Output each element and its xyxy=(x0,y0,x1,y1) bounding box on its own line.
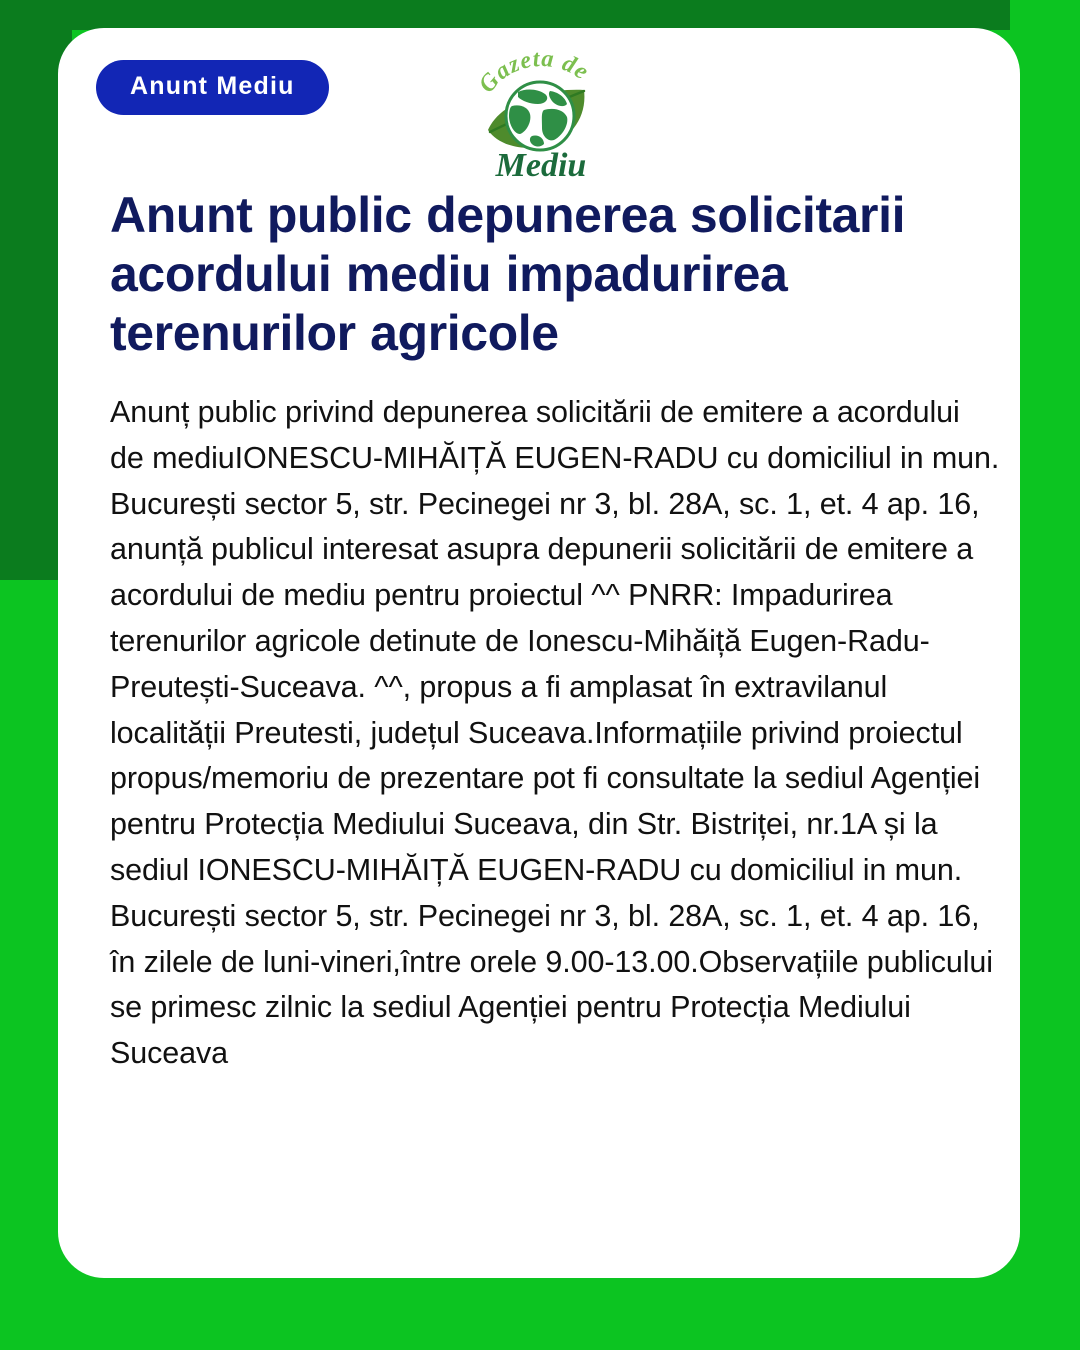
article-body: Anunț public privind depunerea solicitării de emitere a acordului de mediuIONESCU-MIHĂIȚĂ EUGEN-RADU cu domiciliul in mun. București sector 5, str. Pecinegei nr 3, bl. 28A, sc. 1, et. 4 ap. 16, anunță publicul interesat asupra depunerii solicitării de emitere a acordului de mediu pentru proiectul ^^ PNRR: Impadurirea terenurilor agricole detinute de Ionescu-Mihăiță Eugen-Radu-Preutești-Suceava. ^^, propus a fi amplasat în extravilanul localității Preutesti, județul Suceava.Informațiile privind proiectul propus/memoriu de prezentare pot fi consultate la sediul Agenției pentru Protecția Mediului Suceava, din Str. Bistriței, nr.1A și la sediul IONESCU-MIHĂIȚĂ EUGEN-RADU cu domiciliul in mun. București sector 5, str. Pecinegei nr 3, bl. 28A, sc. 1, et. 4 ap. 16, în zilele de luni-vineri,între orele 9.00-13.00.Observațiile publicului se primesc zilnic la sediul Agenției pentru Protecția Mediului Suceava xyxy=(110,395,1000,1071)
gazeta-de-mediu-logo xyxy=(466,44,616,184)
card-header xyxy=(58,28,1020,184)
globe-shape xyxy=(505,81,575,151)
logo-top-text: Gazeta de xyxy=(473,45,594,98)
background-dark-green-top-band xyxy=(0,0,1010,30)
logo-bottom-text: Mediu xyxy=(495,147,587,184)
announcement-card xyxy=(58,28,1020,1278)
category-badge[interactable]: Anunt Mediu xyxy=(96,60,329,115)
globe-leaf-icon xyxy=(466,44,616,184)
article-title: Anunt public depunerea solicitarii acordului mediu impadurirea terenurilor agricole xyxy=(110,187,906,361)
